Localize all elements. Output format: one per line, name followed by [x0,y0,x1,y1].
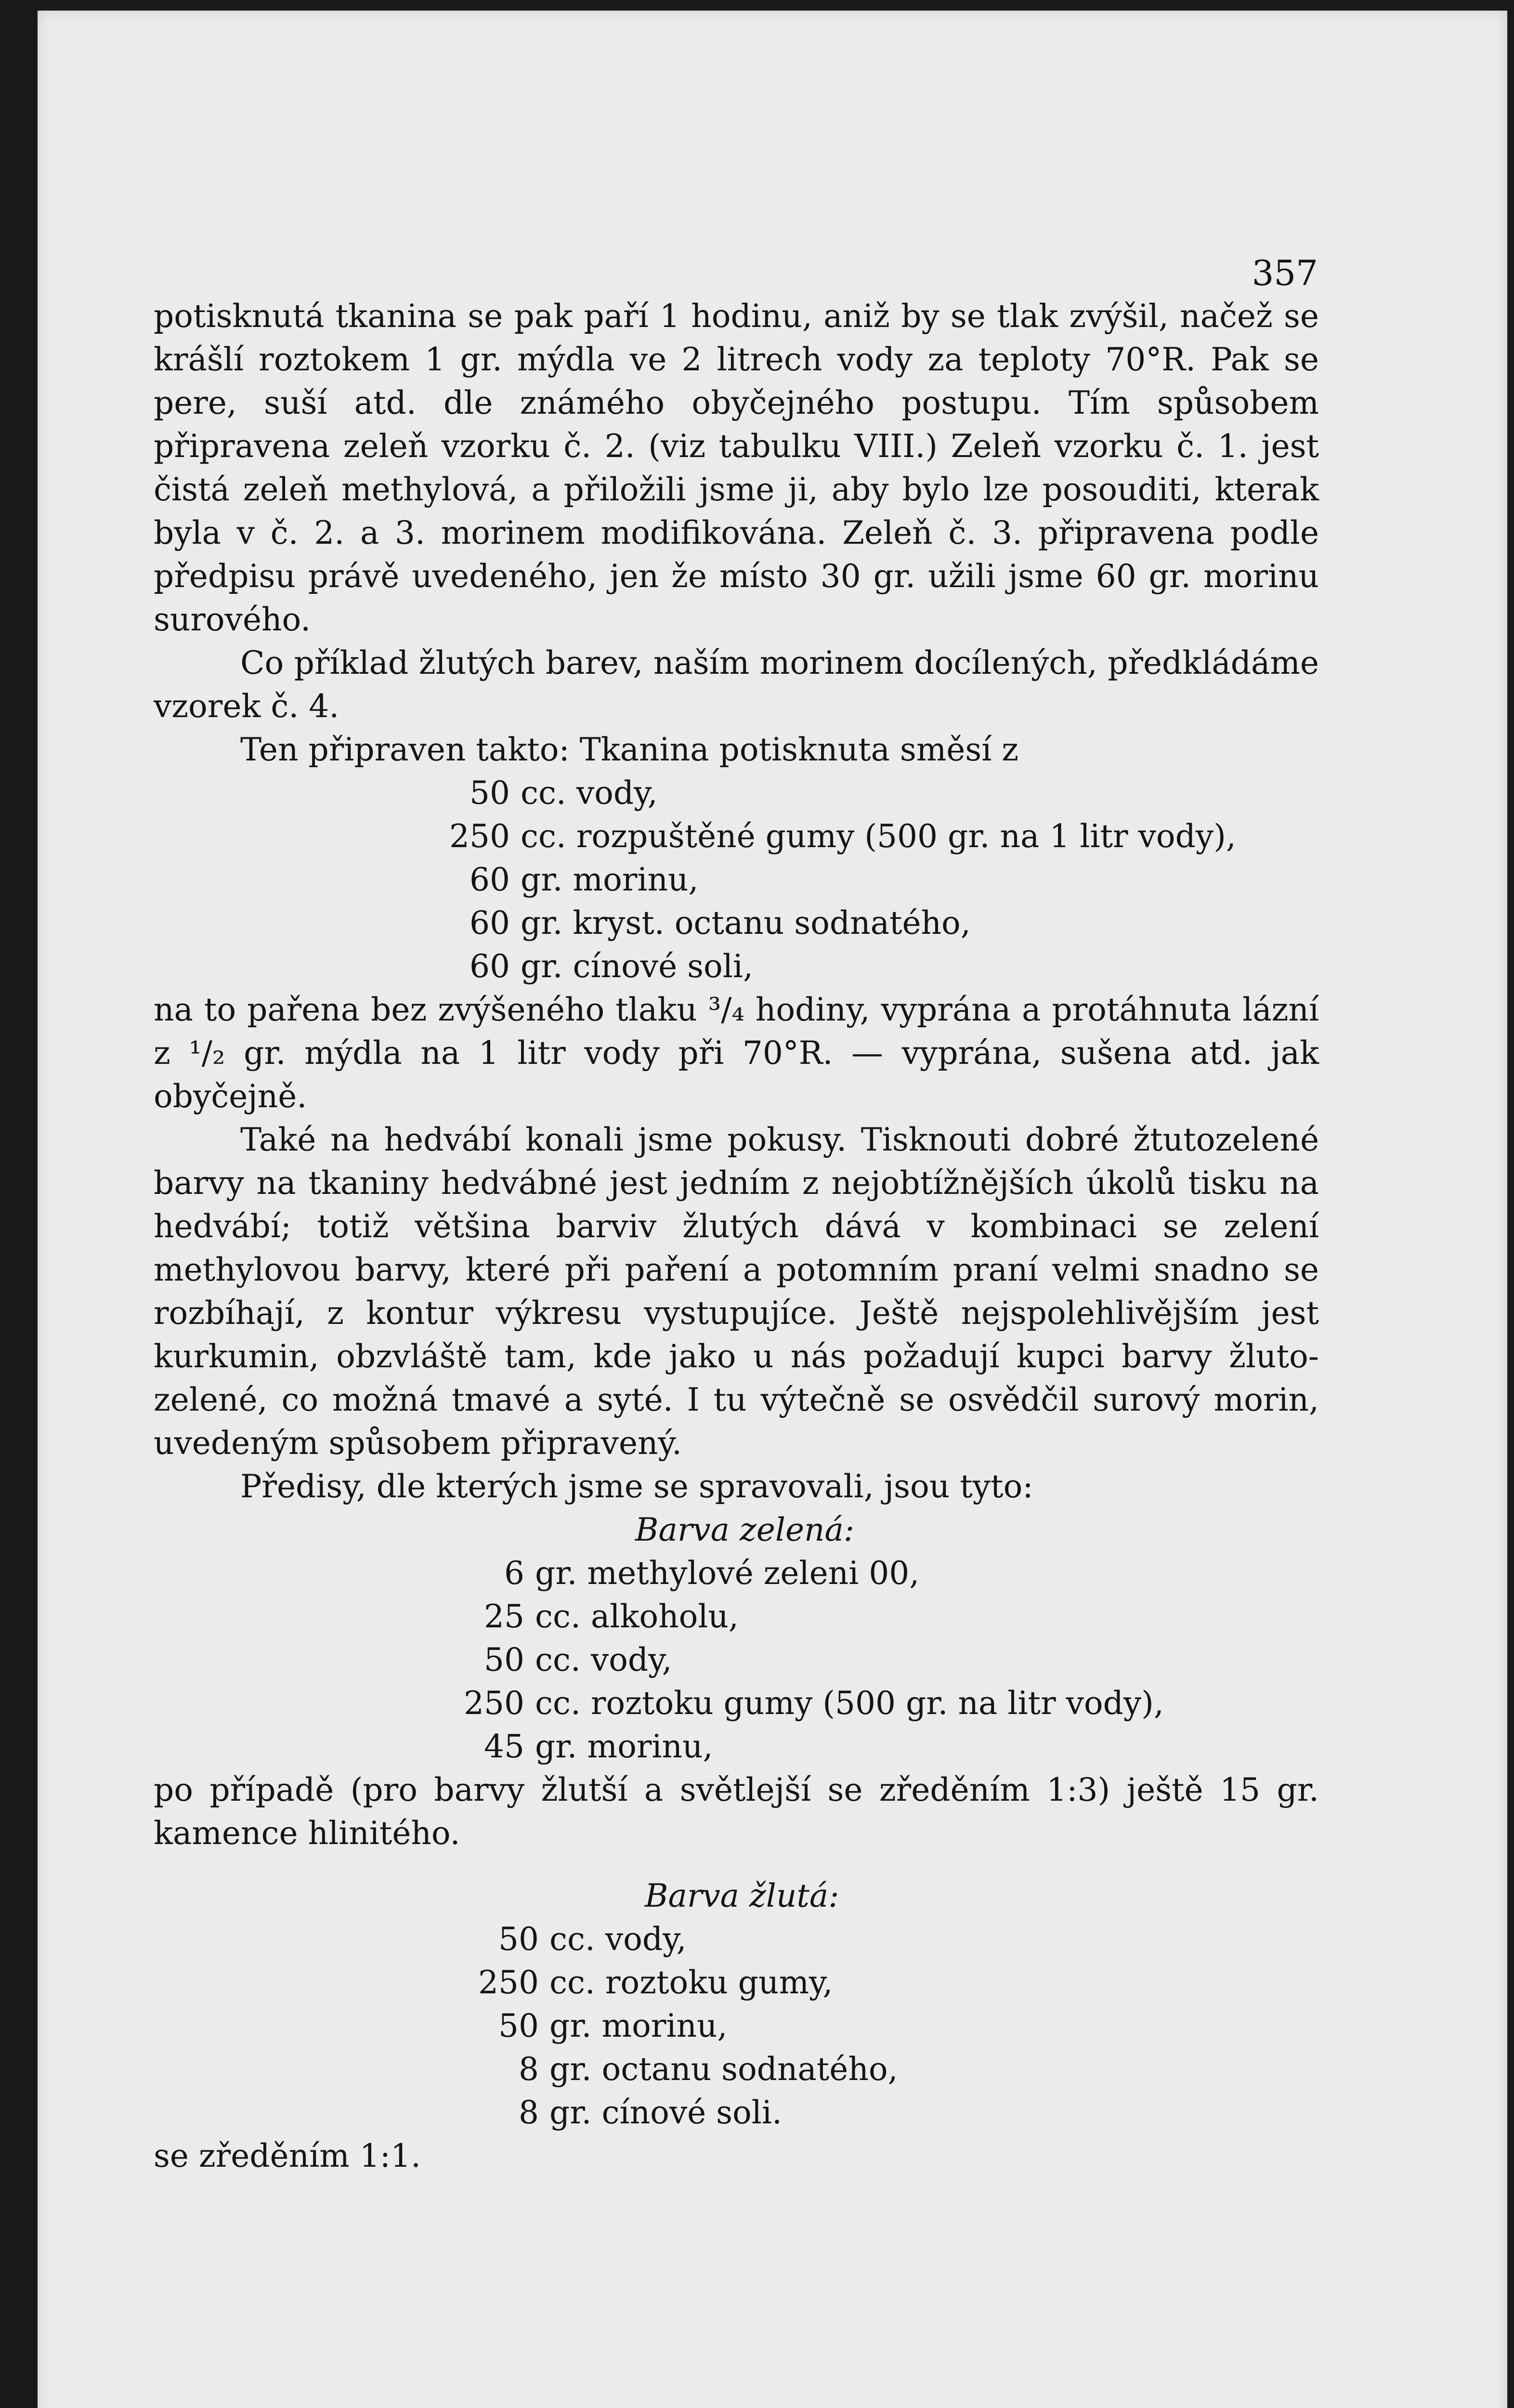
recipe-qty: 6 [504,1555,524,1592]
recipe-qty: 45 [484,1728,524,1765]
recipe-qty: 8 [519,2051,539,2088]
recipe-row [471,2091,1319,2134]
paragraph: Předisy, dle kterých jsme se spravovali, jsou tyto: [240,1468,1033,1505]
recipe-text: cc. roztoku gumy (500 gr. na litr vody), [535,1685,1164,1722]
recipe-text: cc. vody, [549,1921,687,1958]
recipe-text: gr. methylové zeleni 00, [535,1555,920,1592]
recipe-row [471,2004,1319,2048]
paragraph: potisknutá tkanina se pak paří 1 hodinu, aniž by se tlak zvýšil, načež se krášlí roztokem 1 gr. mýdla ve 2 litrech vody za teploty 70°R. Pak se pere, suší atd. dle známého obyčejného postupu. Tím spůsobem připravena zeleň vzorku č. 2. (viz tabulku VIII.) Zeleň vzorku č. 1. jest čistá zeleň methylová, a přiložili jsme ji, aby bylo lze posouditi, kterak byla v č. 2. a 3. morinem modifikována. Zeleň č. 3. připravena podle předpisu právě uvedeného, jen že místo 30 gr. užili jsme 60 gr. morinu surového. [154,298,1319,638]
recipe-text: cc. vody, [535,1641,672,1678]
recipe-row [443,858,1319,902]
recipe-row [443,945,1319,988]
paragraph: Také na hedvábí konali jsme pokusy. Tisknouti dobré žtutozelené barvy na tkaniny hedvábné jest jedním z nejobtížnějších úkolů tisku na hedvábí; totiž většina barviv žlutých dává v kombinaci se zelení methylovou barvy, které při paření a potomním praní velmi snadno se rozbíhají, z kontur výkresu vystupujíce. Ještě nejspolehlivějším jest kurkumin, obzvláště tam, kde jako u nás požadují kupci barvy žluto-zelené, co možná tmavé a syté. I tu výtečně se osvědčil surový morin, uvedeným spůsobem připravený. [154,1121,1319,1462]
recipe-heading-yellow: Barva žlutá: [645,1877,839,1914]
recipe-list-1 [443,772,1319,988]
page-body [154,295,1319,2178]
page-number: 357 [1252,253,1318,293]
recipe-row [457,1595,1319,1638]
recipe-qty: 60 [470,948,510,985]
recipe-row [443,902,1319,945]
recipe-row [443,815,1319,858]
recipe-qty: 50 [470,774,510,811]
recipe-list-2 [457,1552,1319,1768]
recipe-qty: 50 [498,2007,539,2044]
recipe-text: cc. vody, [521,774,658,811]
paragraph: Co příklad žlutých barev, naším morinem docílených, předkládáme vzorek č. 4. [154,644,1319,725]
paragraph: po případě (pro barvy žlutší a světlejší se zředěním 1:3) ještě 15 gr. kamence hlinitého. [154,1771,1319,1852]
paragraph: na to pařena bez zvýšeného tlaku ³/₄ hodiny, vyprána a protáhnuta lázní z ¹/₂ gr. mýdla na 1 litr vody při 70°R. — vyprána, sušena atd. jak obyčejně. [154,991,1319,1115]
recipe-text: cc. roztoku gumy, [549,1964,833,2001]
closing-line: se zředěním 1:1. [154,2137,421,2174]
recipe-qty: 60 [470,861,510,898]
recipe-qty: 250 [478,1964,539,2001]
recipe-text: gr. morinu, [521,861,699,898]
recipe-qty: 60 [470,904,510,942]
recipe-row [471,2048,1319,2091]
recipe-row [471,1918,1319,1961]
recipe-row [471,1961,1319,2004]
recipe-text: gr. cínové soli, [521,948,753,985]
recipe-row [457,1682,1319,1725]
recipe-list-3 [471,1918,1319,2134]
recipe-row [457,1638,1319,1682]
recipe-qty: 250 [449,818,510,855]
recipe-text: gr. octanu sodnatého, [549,2051,898,2088]
recipe-text: cc. rozpuštěné gumy (500 gr. na 1 litr vody), [521,818,1236,855]
recipe-qty: 50 [498,1921,539,1958]
recipe-heading-green: Barva zelená: [635,1511,855,1548]
recipe-qty: 25 [484,1598,524,1635]
recipe-text: cc. alkoholu, [535,1598,739,1635]
paragraph: Ten připraven takto: Tkanina potisknuta směsí z [240,731,1019,768]
book-page [38,11,1507,2408]
recipe-text: gr. cínové soli. [549,2094,782,2131]
recipe-row [457,1725,1319,1768]
recipe-row [443,772,1319,815]
recipe-row [457,1552,1319,1595]
recipe-text: gr. morinu, [535,1728,713,1765]
recipe-text: gr. kryst. octanu sodnatého, [521,904,971,942]
recipe-qty: 50 [484,1641,524,1678]
recipe-qty: 250 [464,1685,524,1722]
recipe-qty: 8 [519,2094,539,2131]
recipe-text: gr. morinu, [549,2007,728,2044]
